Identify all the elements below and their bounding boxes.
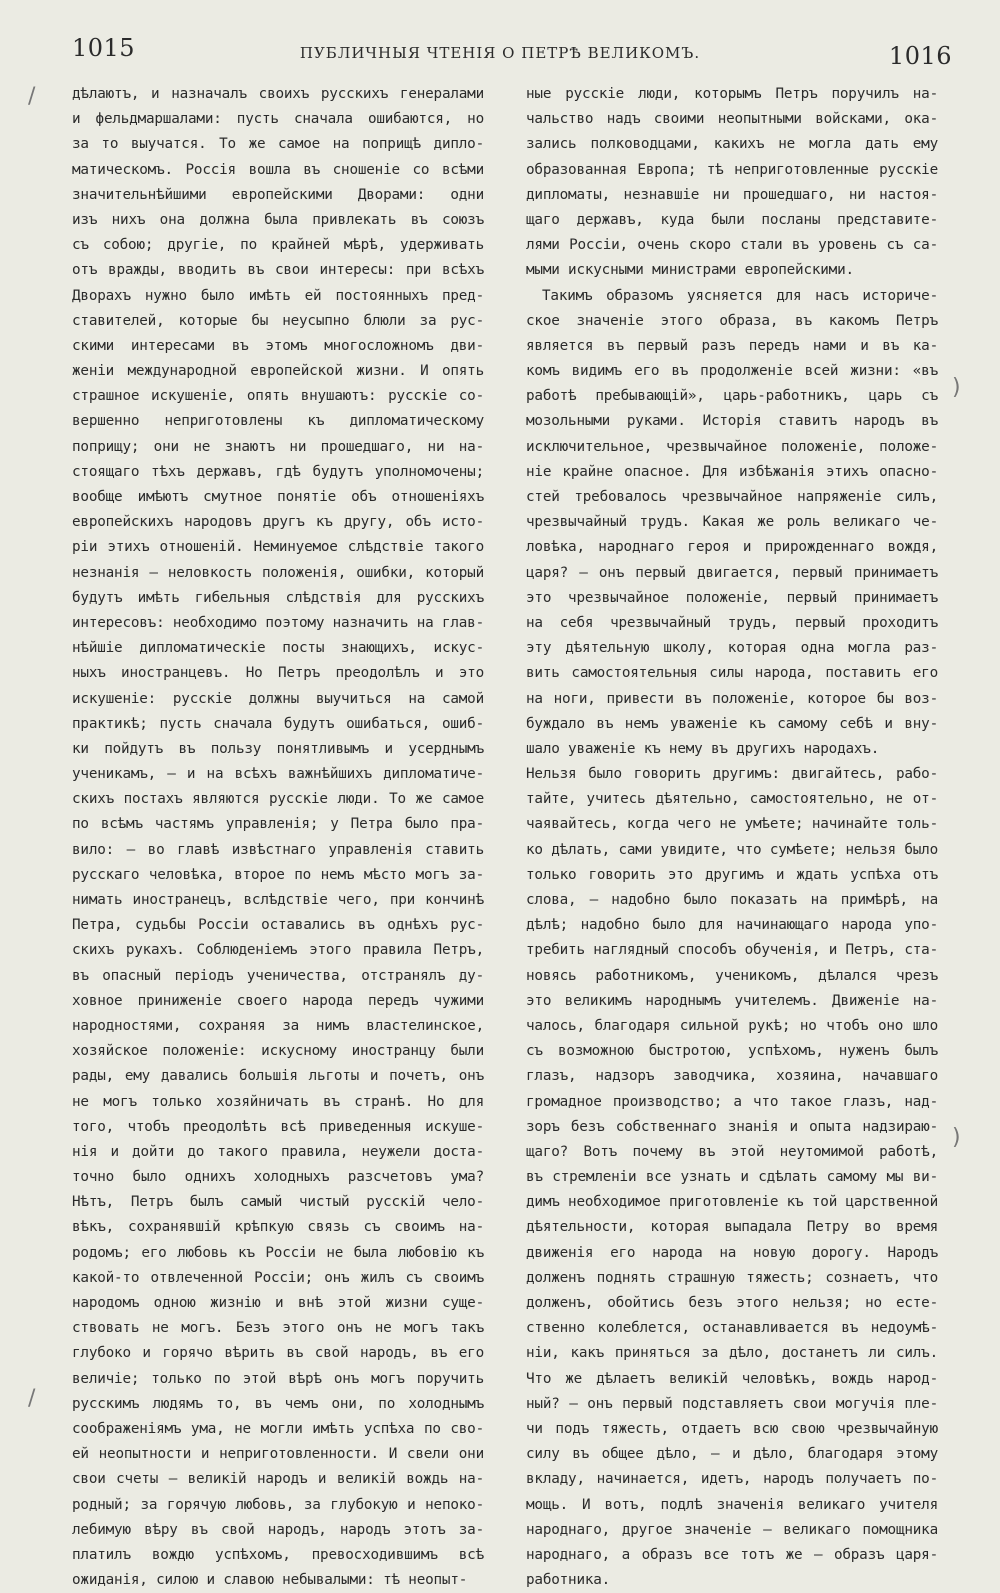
text-line: дѣлѣ; надобно было для начинающаго народа упо-: [526, 917, 938, 934]
pencil-bracket-mark: ): [952, 1125, 961, 1150]
text-line: новясь работникомъ, ученикомъ, дѣлался чрезъ: [526, 967, 938, 984]
text-line: вѣкъ, сохранявшій крѣпкую связь съ своимъ на-: [72, 1219, 484, 1236]
text-line: силу въ общее дѣло, — и дѣло, благодаря этому: [526, 1446, 938, 1463]
text-line: зались полководцами, какихъ не могла дать ему: [526, 136, 938, 153]
text-line: Нельзя было говорить другимъ: двигайтесь, рабо-: [526, 766, 938, 783]
text-line: Что же дѣлаетъ великій человѣкъ, вождь народ-: [526, 1370, 938, 1387]
text-line: дѣятельности, которая выпадала Петру во время: [526, 1219, 938, 1236]
text-line: скими интересами въ этомъ многосложномъ дви-: [72, 337, 484, 354]
text-line: поприщу; они не знаютъ ни прошедшаго, ни на-: [72, 438, 484, 455]
text-line: точно было однихъ холодныхъ разсчетовъ ума?: [72, 1169, 484, 1186]
text-line: вкладу, начинается, идетъ, народъ получаетъ по-: [526, 1471, 938, 1488]
text-line: хозяйское положеніе: искусному иностранцу были: [72, 1043, 484, 1060]
text-line: работника.: [526, 1572, 611, 1589]
text-line: это великимъ народнымъ учителемъ. Движеніе на-: [526, 992, 938, 1009]
text-line: чи подъ тяжесть, отдаетъ всю свою чрезвычайную: [526, 1420, 938, 1437]
text-line: нѣйшіе дипломатическіе посты знающихъ, искус-: [72, 640, 484, 657]
text-line: на себя чрезвычайный трудъ, первый проходитъ: [526, 614, 938, 631]
text-line: зоръ безъ собственнаго знанія и опыта надзираю-: [526, 1118, 938, 1135]
text-line: лями Россіи, очень скоро стали въ уровень съ са-: [526, 237, 938, 254]
text-line: ловѣка, народнаго героя и прирожденнаго вождя,: [526, 539, 938, 556]
text-line: лебимую вѣру въ свой народъ, народъ этотъ за-: [72, 1521, 484, 1538]
text-line: вершенно неприготовлены къ дипломатическому: [72, 413, 484, 430]
text-line: интересовъ: необходимо поэтому назначить на глав-: [72, 614, 484, 631]
text-line: въ стремленіи все узнать и сдѣлать самому мы ви-: [526, 1169, 938, 1186]
text-line: ставителей, которые бы неусыпно блюли за рус-: [72, 312, 484, 329]
text-line: комъ видимъ его въ продолженіе всей жизни: «въ: [526, 363, 938, 380]
text-line: съ собою; другіе, по крайней мѣрѣ, удерживать: [72, 237, 484, 254]
text-line: ніе крайне опасное. Для избѣжанія этихъ опасно-: [526, 463, 938, 480]
text-line: ственно колеблется, останавливается въ недоумѣ-: [526, 1320, 938, 1337]
text-line: является въ первый разъ передъ нами и въ ка-: [526, 337, 938, 354]
text-line: Дворахъ нужно было имѣть ей постоянныхъ пред-: [72, 287, 484, 304]
text-line: царя? — онъ первый двигается, первый принимаетъ: [526, 564, 938, 581]
text-line: эту дѣятельную школу, которая одна могла раз-: [526, 640, 938, 657]
text-line: отъ вражды, вводить въ свои интересы: при всѣхъ: [72, 262, 484, 279]
text-line: съ возможною быстротою, успѣхомъ, нуженъ былъ: [526, 1043, 938, 1060]
text-line: вить самостоятельныя силы народа, поставить его: [526, 665, 938, 682]
text-line: димъ необходимое приготовленіе къ той царственной: [526, 1194, 938, 1211]
text-line: это чрезвычайное положеніе, первый принимаетъ: [526, 589, 938, 606]
text-line: мощь. И вотъ, подлѣ значенія великаго учителя: [526, 1496, 938, 1513]
text-line: европейскихъ народовъ другъ къ другу, объ исто-: [72, 514, 484, 531]
text-line: въ опасный періодъ ученичества, отстранялъ ду-: [72, 967, 484, 984]
text-line: мыми искусными министрами европейскими.: [526, 262, 854, 279]
text-line: чалось, благодаря сильной рукѣ; но чтобъ оно шло: [526, 1017, 938, 1034]
text-line: чальство надъ своими неопытными войсками, ока-: [526, 111, 938, 128]
text-line: родомъ; его любовь къ Россіи не была любовію къ: [72, 1244, 484, 1261]
pencil-margin-mark: /: [28, 1386, 36, 1411]
text-column-right: [526, 82, 938, 1593]
text-line: ніи, какъ приняться за дѣло, достанетъ ли силъ.: [526, 1345, 938, 1362]
text-line: на ноги, привести въ положеніе, которое бы воз-: [526, 690, 938, 707]
text-line: свои счеты — великій народъ и великій вождь на-: [72, 1471, 484, 1488]
text-line: буждало въ немъ уваженіе къ самому себѣ и вну-: [526, 715, 938, 732]
text-line: шало уваженіе къ нему въ другихъ народахъ.: [526, 740, 880, 757]
text-line: ожиданія, силою и славою небывалыми: тѣ неопыт-: [72, 1572, 468, 1589]
text-line: народностями, сохраняя за нимъ властелинское,: [72, 1017, 484, 1034]
text-line: не могъ только хозяйничать въ странѣ. Но для: [72, 1093, 484, 1110]
text-line: какой-то отвлеченной Россіи; онъ жилъ съ своимъ: [72, 1269, 484, 1286]
text-line: стей требовалось чрезвычайное напряженіе силъ,: [526, 489, 938, 505]
text-line: дѣлаютъ, и назначалъ своихъ русскихъ генералами: [72, 86, 484, 102]
pencil-margin-mark: /: [28, 84, 36, 109]
text-line: чаявайтесь, когда чего не умѣете; начинайте толь-: [526, 816, 938, 833]
page-number-right: 1016: [888, 42, 952, 70]
text-line: Нѣтъ, Петръ былъ самый чистый русскій чело-: [72, 1194, 484, 1211]
text-line: практикѣ; пусть сначала будутъ ошибаться, ошиб-: [72, 715, 484, 732]
text-line: дипломаты, незнавшіе ни прошедшаго, ни настоя-: [526, 186, 938, 203]
text-line: слова, — надобно было показать на примѣрѣ, на: [526, 892, 938, 908]
text-line: ей неопытности и неприготовленности. И свели они: [72, 1446, 484, 1463]
text-line: скихъ рукахъ. Соблюденіемъ этого правила Петръ,: [72, 942, 484, 959]
page-header: [0, 30, 1000, 70]
text-line: глубоко и горячо вѣрить въ свой народъ, въ его: [72, 1345, 484, 1362]
text-line: чрезвычайный трудъ. Какая же роль великаго че-: [526, 514, 938, 531]
text-line: тайте, учитесь дѣятельно, самостоятельно, не от-: [526, 791, 938, 808]
text-line: незнанія — неловкость положенія, ошибки, который: [72, 564, 484, 581]
text-line: движенія его народа на новую дорогу. Народъ: [526, 1244, 938, 1261]
text-line: работѣ пребывающій», царь-работникъ, царь съ: [526, 388, 938, 405]
text-line: женіи международной европейской жизни. И опять: [72, 363, 484, 380]
text-line: ховное приниженіе своего народа передъ чужими: [72, 992, 484, 1009]
text-line: ученикамъ, — и на всѣхъ важнѣйшихъ дипломатиче-: [72, 766, 484, 783]
pencil-bracket-mark: ): [952, 375, 961, 400]
text-line: щаго? Вотъ почему въ этой неутомимой работѣ,: [526, 1143, 938, 1160]
text-line: нимать иностранецъ, вслѣдствіе чего, при кончинѣ: [72, 892, 484, 908]
text-line: того, чтобъ преодолѣть всѣ приведенныя искушe-: [72, 1118, 484, 1135]
text-line: соображеніямъ ума, не могли имѣть успѣха по сво-: [72, 1420, 484, 1437]
text-line: ные русскіе люди, которымъ Петръ поручилъ на-: [526, 86, 938, 102]
text-line: вило: — во главѣ извѣстнаго управленія ставить: [72, 841, 484, 858]
text-line: ствовать не могъ. Безъ этого онъ не могъ такъ: [72, 1320, 484, 1337]
text-line: по всѣмъ частямъ управленія; у Петра было пра-: [72, 816, 484, 833]
text-line: нія и дойти до такого правила, неужели доста-: [72, 1143, 484, 1160]
text-line: стоящаго тѣхъ державъ, гдѣ будутъ уполномочены;: [72, 463, 484, 480]
text-line: и фельдмаршалами: пусть сначала ошибаются, но: [72, 111, 484, 128]
text-line: долженъ поднять страшную тяжесть; сознаетъ, что: [526, 1269, 938, 1286]
text-column-left: [72, 82, 484, 1593]
text-line: народнаго, а образъ все тотъ же — образъ царя-: [526, 1546, 938, 1563]
text-line: долженъ, обойтись безъ этого нельзя; но есте-: [526, 1295, 938, 1311]
text-line: образованная Европа; тѣ неприготовленные русскіе: [526, 161, 938, 178]
text-line: исключительное, чрезвычайное положеніе, положе-: [526, 438, 938, 455]
text-line: мозольными руками. Исторія ставитъ народъ въ: [526, 413, 938, 430]
text-line: глазъ, надзоръ заводчика, хозяина, начавшаго: [526, 1068, 938, 1085]
text-line: ріи этихъ отношеній. Неминуемое слѣдствіе такого: [72, 539, 484, 556]
text-line: рады, ему давались большія льготы и почетъ, онъ: [72, 1068, 484, 1085]
text-line: ныхъ иностранцевъ. Но Петръ преодолѣлъ и это: [72, 665, 484, 682]
text-line: родный; за горячую любовь, за глубокую и непоко-: [72, 1496, 484, 1513]
text-line: вообще имѣютъ смутное понятіе объ отношеніяхъ: [72, 489, 484, 505]
text-line: требить наглядный способъ обученія, и Петръ, ста-: [526, 942, 938, 959]
text-line: народомъ одною жизнію и внѣ этой жизни суще-: [72, 1295, 484, 1311]
text-line: русскимъ людямъ то, въ чемъ они, по холоднымъ: [72, 1395, 484, 1412]
text-line: значительнѣйшими европейскими Дворами: одни: [72, 186, 484, 203]
text-line: матическомъ. Россія вошла въ сношеніе со всѣми: [72, 161, 484, 178]
text-line: скихъ постахъ являются русскіе люди. То же самое: [72, 791, 484, 808]
text-line: величіе; только по этой вѣрѣ онъ могъ поручить: [72, 1370, 484, 1387]
text-line: будутъ имѣть гибельныя слѣдствія для русскихъ: [72, 589, 484, 606]
text-line: за то выучатся. То же самое на поприщѣ дипло-: [72, 136, 484, 153]
text-line: Такимъ образомъ уясняется для насъ историче-: [542, 287, 938, 304]
text-line: Петра, судьбы Россіи оставались въ однѣхъ рус-: [72, 917, 484, 934]
text-line: страшное искушеніе, опять внушаютъ: русскіе со-: [72, 388, 484, 405]
text-line: ки пойдутъ въ пользу понятливымъ и усерднымъ: [72, 740, 484, 757]
text-line: ко дѣлать, сами увидите, что сумѣете; нельзя было: [526, 841, 938, 858]
page-number-left: 1015: [72, 34, 136, 62]
text-line: щаго державъ, куда были посланы представите-: [526, 211, 938, 228]
text-line: только говорить это другимъ и ждать успѣха отъ: [526, 866, 938, 883]
text-line: искушеніе: русскіе должны выучиться на самой: [72, 690, 484, 707]
running-title: ПУБЛИЧНЫЯ ЧТЕНІЯ О ПЕТРѢ ВЕЛИКОМЪ.: [299, 44, 701, 62]
text-line: платилъ вождю успѣхомъ, превосходившимъ всѣ: [72, 1546, 484, 1563]
text-line: народнаго, другое значеніе — великаго помощника: [526, 1521, 938, 1538]
text-line: изъ нихъ она должна была привлекать въ союзъ: [72, 211, 484, 228]
text-line: ный? — онъ первый подставляетъ свои могучія пле-: [526, 1395, 938, 1412]
text-line: русскаго человѣка, второе по немъ мѣсто могъ за-: [72, 866, 484, 883]
text-line: громадное производство; а что такое глазъ, над-: [526, 1093, 938, 1110]
text-line: ское значеніе этого образа, въ какомъ Петръ: [526, 312, 938, 329]
